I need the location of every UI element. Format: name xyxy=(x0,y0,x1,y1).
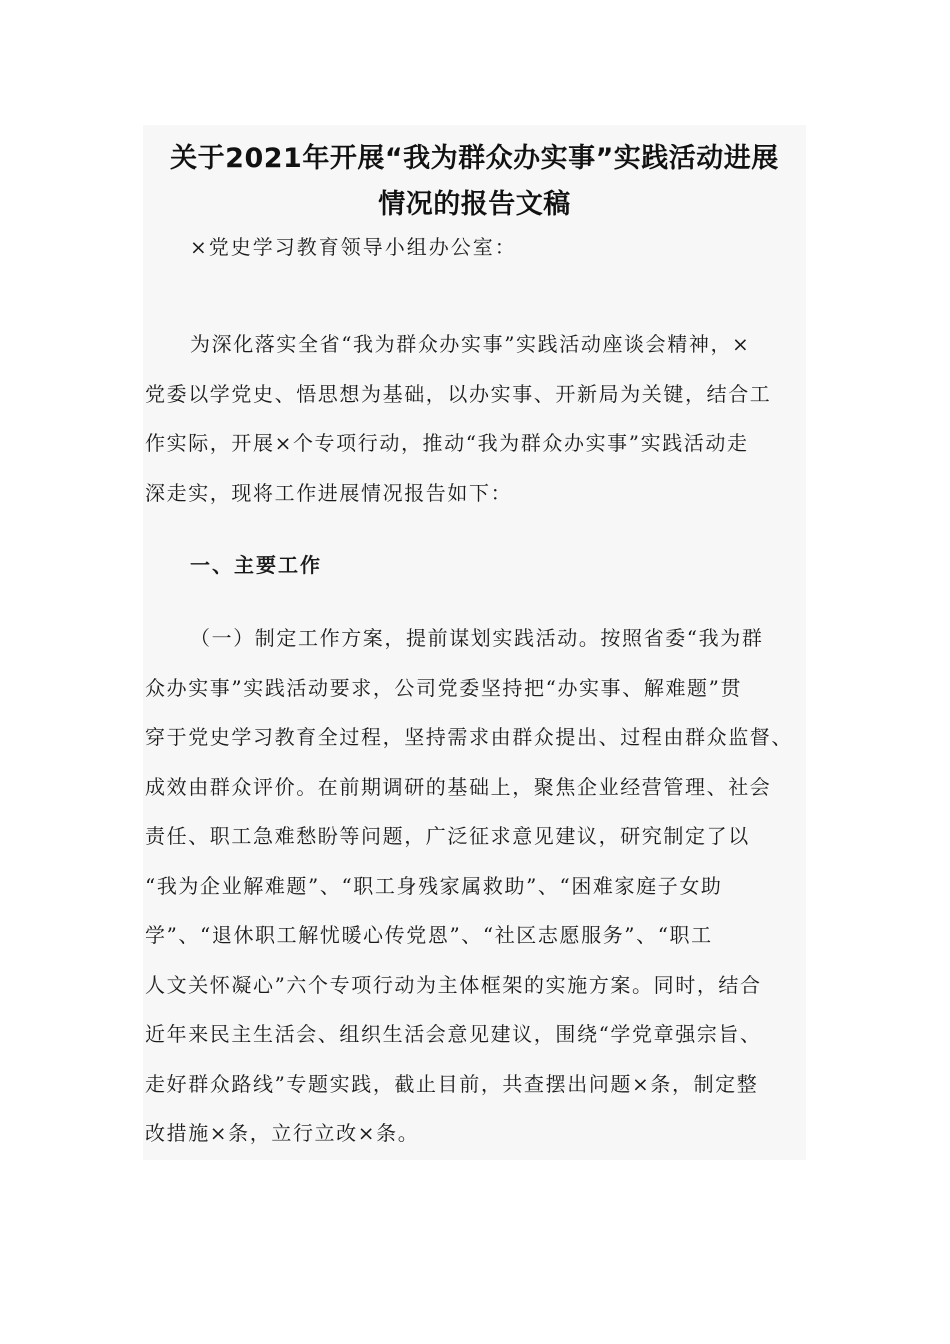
section-line: 走好群众路线”专题实践，截止目前，共查摆出问题×条，制定整 xyxy=(145,1071,759,1096)
section-line: （一）制定工作方案，提前谋划实践活动。按照省委“我为群 xyxy=(190,626,764,650)
intro-line: 为深化落实全省“我为群众办实事”实践活动座谈会精神，× xyxy=(190,332,751,356)
document-title-line-1: 关于2021年开展“我为群众办实事”实践活动进展 xyxy=(170,143,779,174)
section-line: 人文关怀凝心”六个专项行动为主体框架的实施方案。同时，结合 xyxy=(145,972,762,997)
intro-line: 深走实，现将工作进展情况报告如下： xyxy=(145,480,513,505)
section-line: “我为企业解难题”、“职工身残家属救助”、“困难家庭子女助 xyxy=(145,873,723,898)
section-line: 责任、职工急难愁盼等问题，广泛征求意见建议，研究制定了以 xyxy=(145,824,750,848)
salutation: ×党史学习教育领导小组办公室： xyxy=(190,235,517,259)
section-line: 改措施×条，立行立改×条。 xyxy=(145,1121,420,1145)
section-line: 众办实事”实践活动要求，公司党委坚持把“办实事、解难题”贯 xyxy=(145,675,743,700)
intro-line: 作实际，开展×个专项行动，推动“我为群众办实事”实践活动走 xyxy=(145,431,749,455)
section-heading: 一、主要工作 xyxy=(190,553,322,577)
section-line: 学”、“退休职工解忧暖心传党恩”、“社区志愿服务”、“职工 xyxy=(145,923,713,947)
section-line: 成效由群众评价。在前期调研的基础上，聚焦企业经营管理、社会 xyxy=(145,774,772,799)
intro-line: 党委以学党史、悟思想为基础，以办实事、开新局为关键，结合工 xyxy=(145,381,772,406)
document-title-line-2: 情况的报告文稿 xyxy=(378,189,571,220)
section-line: 近年来民主生活会、组织生活会意见建议，围绕“学党章强宗旨、 xyxy=(145,1022,762,1046)
document-page xyxy=(143,125,806,1160)
intro-paragraph xyxy=(145,325,808,523)
section-paragraph xyxy=(145,619,808,1164)
section-line: 穿于党史学习教育全过程，坚持需求由群众提出、过程由群众监督、 xyxy=(145,725,793,749)
